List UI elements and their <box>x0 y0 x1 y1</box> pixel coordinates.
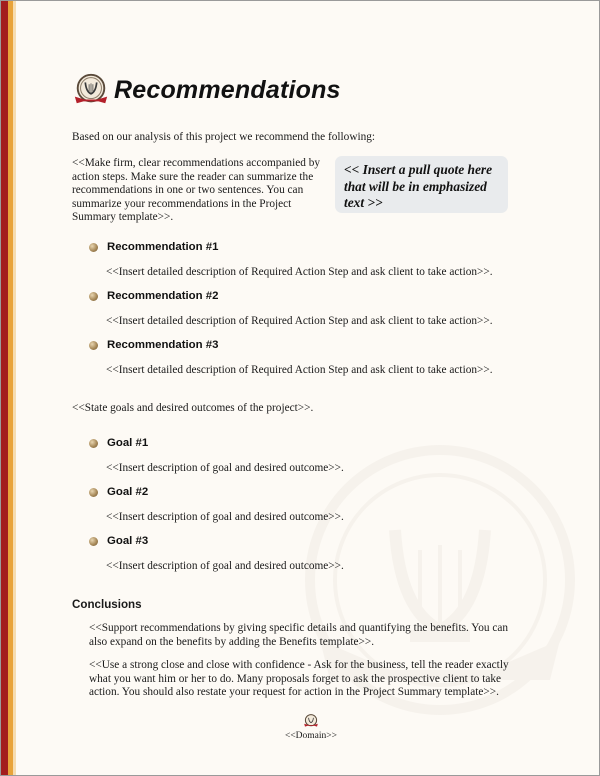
recommendation-item <box>89 339 218 351</box>
lyre-emblem-icon <box>72 71 110 109</box>
recommendation-title: Recommendation #2 <box>107 290 219 302</box>
goal-item <box>89 535 148 547</box>
goal-item <box>89 486 148 498</box>
recommendation-title: Recommendation #1 <box>107 241 219 253</box>
goal-item <box>89 437 148 449</box>
intro-text: Based on our analysis of this project we recommend the following: <box>72 131 376 143</box>
goal-title: Goal #2 <box>107 486 149 498</box>
recommendation-description: <<Insert detailed description of Required Action Step and ask client to take action>>. <box>106 266 493 278</box>
goals-intro: <<State goals and desired outcomes of the project>>. <box>72 402 314 414</box>
goal-description: <<Insert description of goal and desired outcome>>. <box>106 511 344 523</box>
recommendation-item <box>89 290 218 302</box>
bullet-icon <box>89 488 98 497</box>
recommendation-description: <<Insert detailed description of Required Action Step and ask client to take action>>. <box>106 315 493 327</box>
goal-title: Goal #3 <box>107 535 149 547</box>
goal-description: <<Insert description of goal and desired outcome>>. <box>106 560 344 572</box>
goal-description: <<Insert description of goal and desired outcome>>. <box>106 462 344 474</box>
lead-paragraph: <<Make firm, clear recommendations accompanied by action steps. Make sure the reader can summarize the recommendations in one or two sentences. You can summarize your recommendations in the Project Summary template>>. <box>72 157 320 223</box>
conclusions-heading: Conclusions <box>72 598 142 611</box>
page-title: Recommendations <box>114 75 341 104</box>
conclusions-paragraph: <<Use a strong close and close with confidence - Ask for the business, tell the reader exactly what you want him or her to do. Many proposals forget to ask the prospective client to take action. You should also restate your request for action in the Project Summary template>>. <box>89 659 509 699</box>
bullet-icon <box>89 243 98 252</box>
border-stripe-pale <box>13 1 16 775</box>
bullet-icon <box>89 341 98 350</box>
footer-emblem-icon <box>303 713 319 729</box>
recommendation-title: Recommendation #3 <box>107 339 219 351</box>
border-stripe-red <box>1 1 8 775</box>
page-header <box>72 70 341 110</box>
goal-title: Goal #1 <box>107 437 149 449</box>
bullet-icon <box>89 537 98 546</box>
pull-quote: << Insert a pull quote here that will be in emphasized text >> <box>335 156 508 213</box>
footer-domain: <<Domain>> <box>284 731 338 741</box>
bullet-icon <box>89 292 98 301</box>
bullet-icon <box>89 439 98 448</box>
conclusions-paragraph: <<Support recommendations by giving specific details and quantifying the benefits. You can also expand on the benefits by adding the Benefits template>>. <box>89 622 509 648</box>
recommendation-description: <<Insert detailed description of Required Action Step and ask client to take action>>. <box>106 364 493 376</box>
recommendation-item <box>89 241 218 253</box>
